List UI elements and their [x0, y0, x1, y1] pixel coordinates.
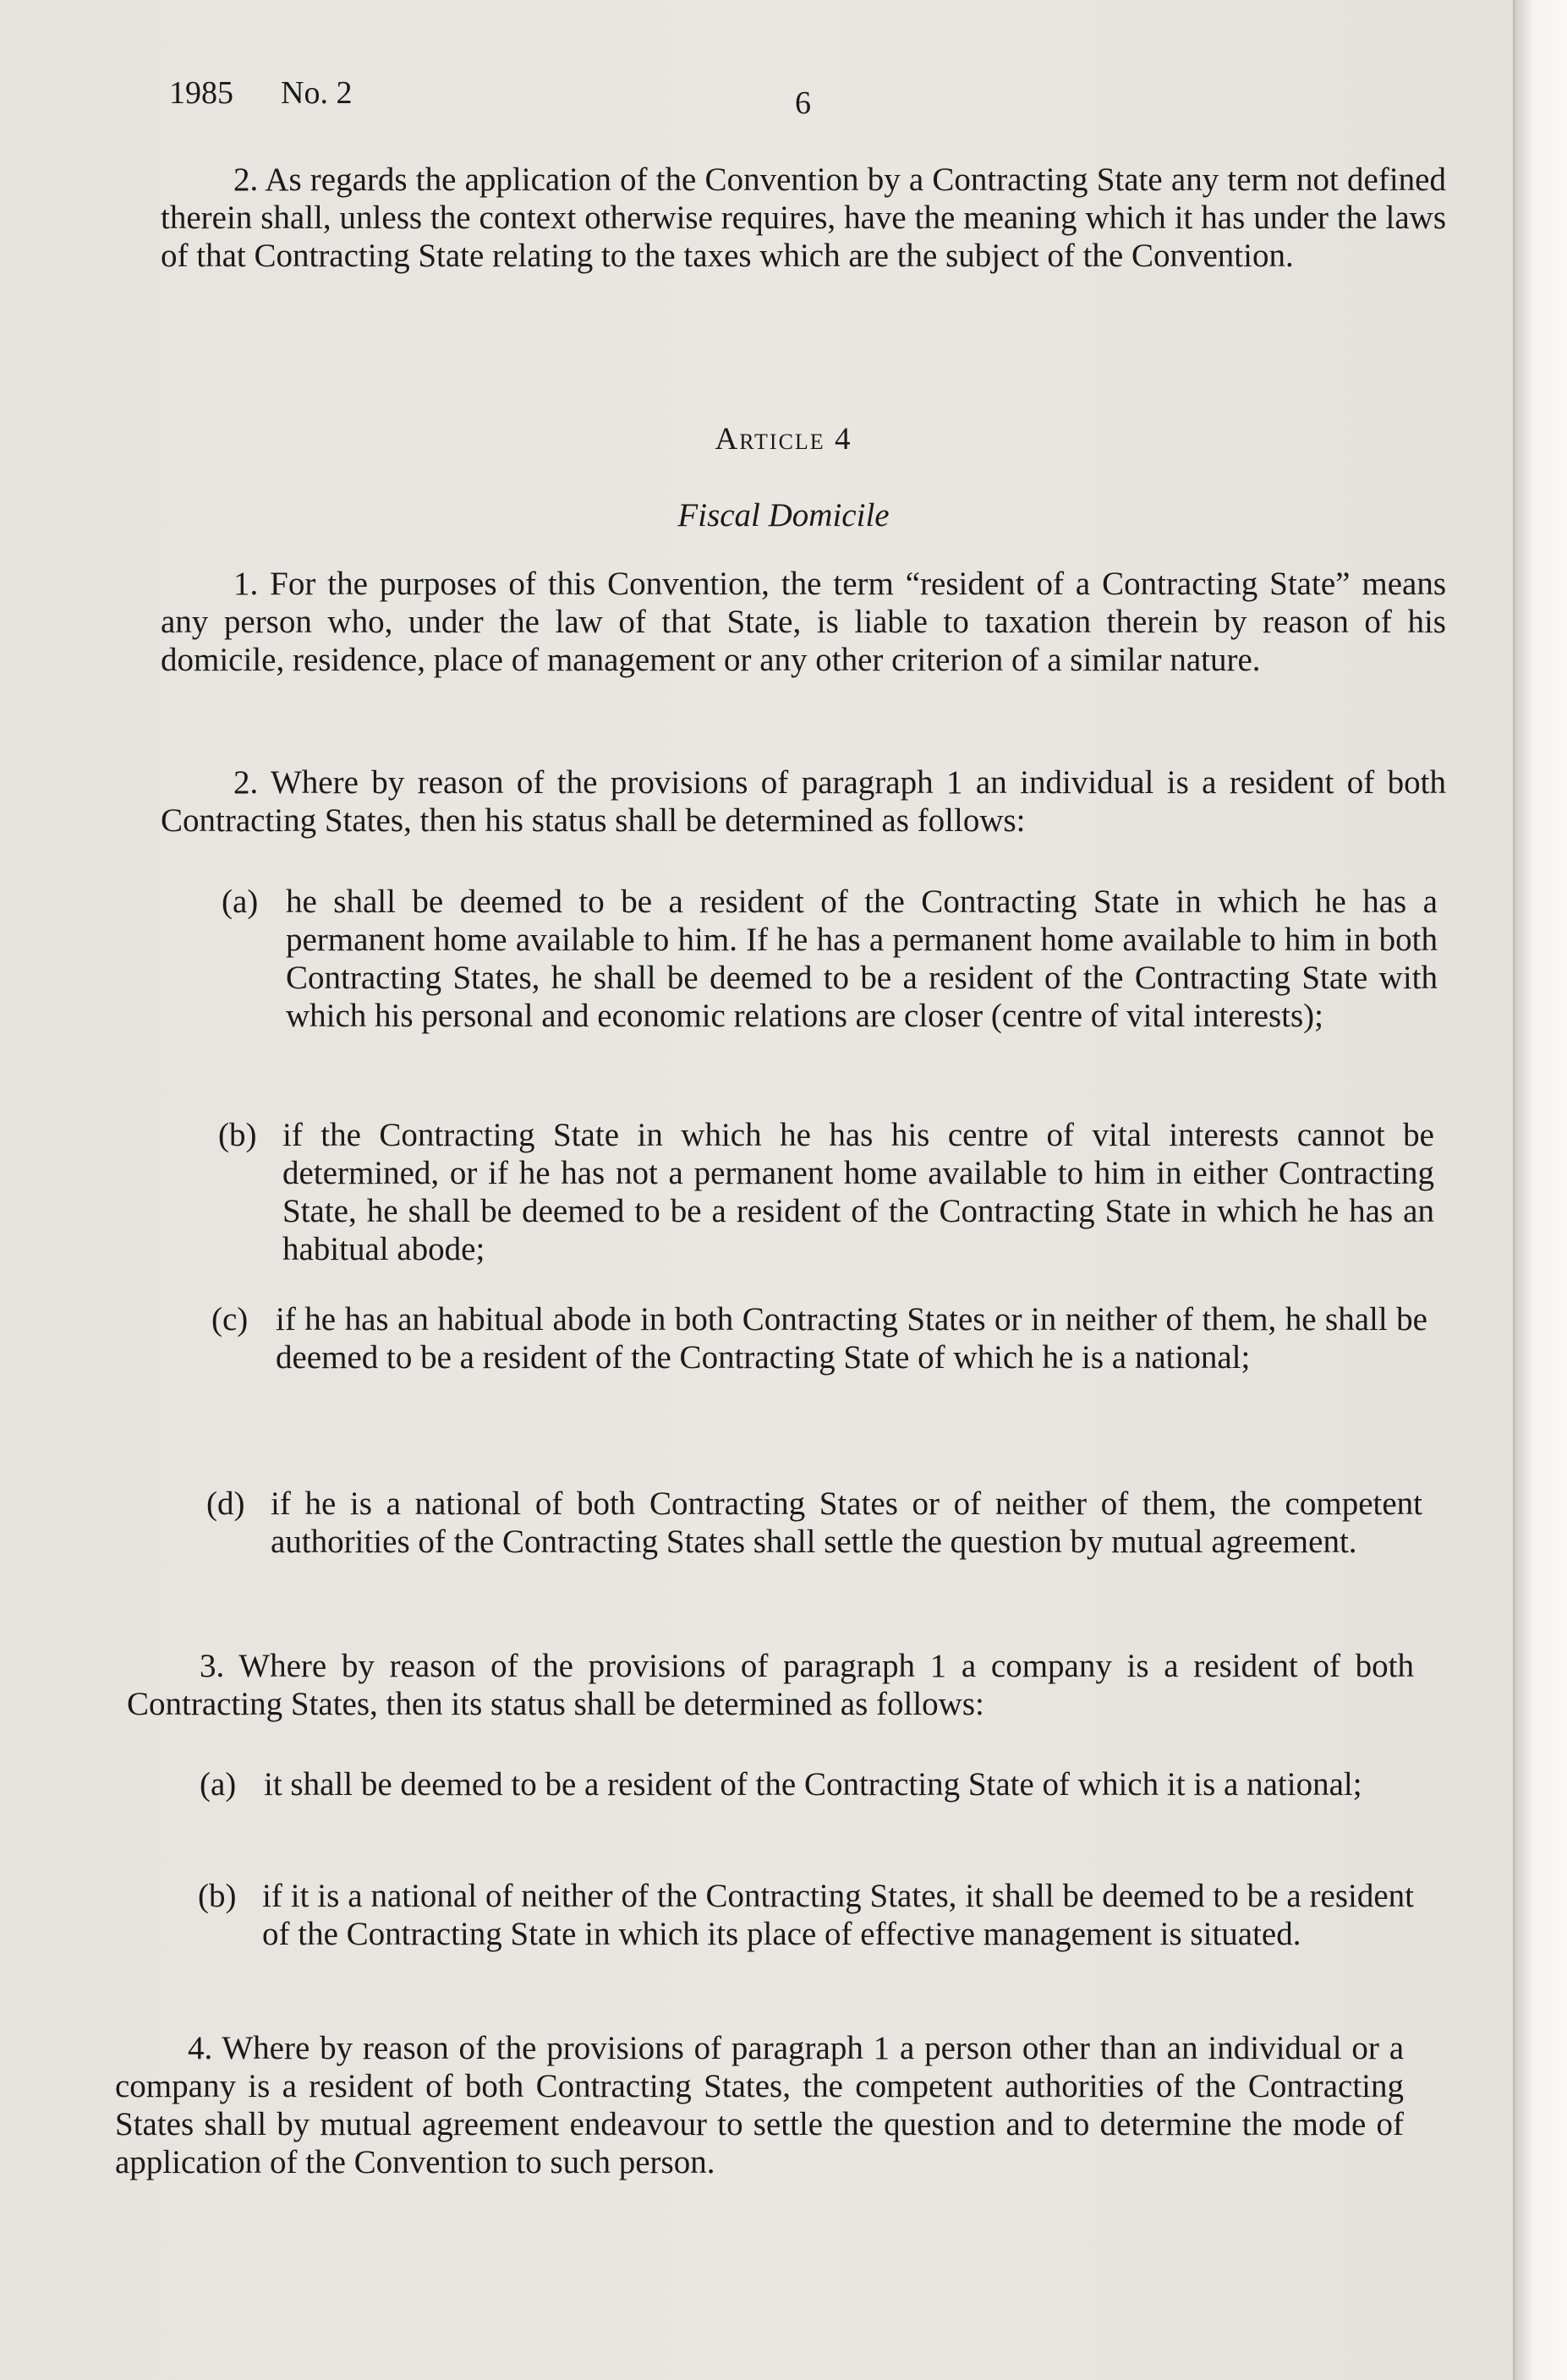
paragraph-4: 4. Where by reason of the provisions of paragraph 1 a person other than an individual or a company is a resident of both Contracting States, the competent authorities of the Contracting States shall by mutual agreement endeavour to settle the question and to determine the mode of application of the Convention to such person. — [115, 2030, 1404, 2180]
article-heading: Article 4 — [715, 422, 852, 457]
header-year: 1985 — [169, 75, 233, 111]
list-item-text: if he has an habitual abode in both Contracting States or in neither of them, he shall be deemed to be a resident of the Contracting State of which he is a national; — [276, 1301, 1427, 1376]
paragraph-2: 2. Where by reason of the provisions of paragraph 1 an individual is a resident of both Contracting States, then his status shall be determined as follows: — [161, 764, 1446, 839]
paragraph-3: 3. Where by reason of the provisions of paragraph 1 a company is a resident of both Contracting States, then its status shall be determined as follows: — [127, 1648, 1414, 1722]
list-item-label: (b) — [198, 1878, 237, 1914]
paragraph-1: 1. For the purposes of this Convention, the term “resident of a Contracting State” means any person who, under the law of that State, is liable to taxation therein by reason of his domicile, residence, place of management or any other criterion of a similar nature. — [161, 566, 1446, 678]
list-item-label: (b) — [218, 1117, 257, 1153]
list-item-label: (a) — [222, 884, 259, 920]
list-item-text: if the Contracting State in which he has his centre of vital interests cannot be determined, or if he has not a permanent home available to him in either Contracting State, he shall be deemed to be a resident of the Contracting State in which he has an habitual abode; — [282, 1117, 1434, 1267]
article-subtitle: Fiscal Domicile — [677, 497, 890, 533]
page-edge — [1513, 0, 1567, 2380]
list-item-label: (a) — [200, 1766, 237, 1803]
page-number: 6 — [795, 85, 811, 121]
list-item-text: he shall be deemed to be a resident of the Contracting State in which he has a permanent home available to him. If he has a permanent home available to him in both Contracting States, he shall be deemed to be a resident of the Contracting State with which his personal and economic relations are closer (centre of vital interests); — [286, 884, 1438, 1034]
list-item-label: (c) — [211, 1301, 249, 1338]
header-number: No. 2 — [281, 75, 353, 111]
list-item-text: it shall be deemed to be a resident of the Contracting State of which it is a national; — [264, 1766, 1362, 1803]
list-item-label: (d) — [206, 1485, 245, 1522]
paragraph-2-prior: 2. As regards the application of the Convention by a Contracting State any term not defined therein shall, unless the context otherwise requires, have the meaning which it has under the laws of that Contracting State relating to the taxes which are the subject of the Convention. — [161, 161, 1446, 274]
list-item-text: if he is a national of both Contracting States or of neither of them, the competent authorities of the Contracting States shall settle the question by mutual agreement. — [271, 1485, 1422, 1560]
list-item-text: if it is a national of neither of the Contracting States, it shall be deemed to be a resident of the Contracting State in which its place of effective management is situated. — [262, 1878, 1414, 1952]
